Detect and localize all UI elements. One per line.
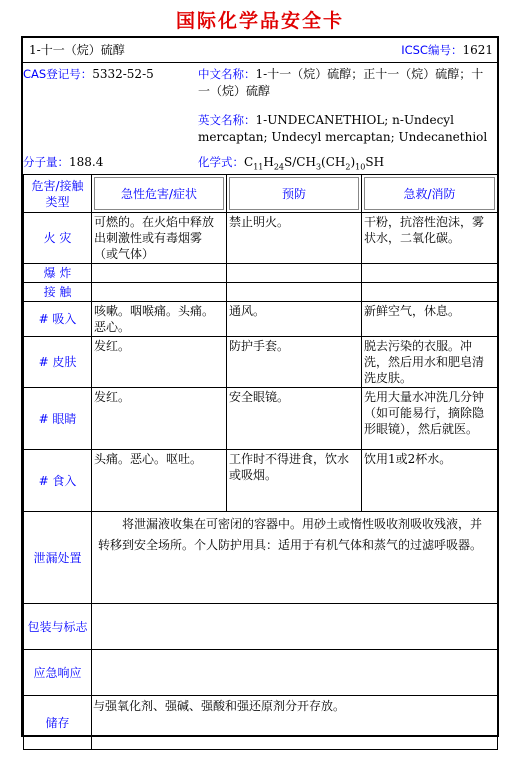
- ingestion-first-aid: 饮用1或2杯水。: [362, 450, 498, 512]
- ingestion-prevention: 工作时不得进食，饮水或吸烟。: [227, 450, 362, 512]
- storage-label: 储存: [24, 696, 92, 750]
- fire-prevention: 禁止明火。: [227, 213, 362, 264]
- card-title: 国际化学品安全卡: [175, 10, 344, 32]
- row-label-fire: 火 灾: [24, 213, 92, 264]
- inhalation-first-aid: 新鲜空气，休息。: [362, 302, 498, 337]
- emergency-row: [24, 650, 498, 696]
- icsc-number: [401, 42, 493, 59]
- storage-row: [24, 696, 498, 750]
- table-row: [24, 337, 498, 388]
- divider: [23, 62, 497, 63]
- formula-value: $C_{11}H_{24}S/CH_3(CH_2)_{10}SH$: [244, 155, 385, 172]
- fire-symptoms: 可燃的。在火焰中释放出刺激性或有毒烟雾（或气体）: [92, 213, 227, 264]
- table-header-row: [24, 175, 498, 213]
- ingestion-symptoms: 头痛。恶心。呕吐。: [92, 450, 227, 512]
- col-header-symptoms: 急性危害/症状: [92, 175, 227, 213]
- cas-value: 5332-52-5: [92, 67, 154, 81]
- eyes-symptoms: 发红。: [92, 388, 227, 450]
- row-label-contact: 接 触: [24, 283, 92, 302]
- table-row: [24, 450, 498, 512]
- contact-prevention: [227, 283, 362, 302]
- identity-block: [23, 64, 497, 174]
- eyes-first-aid: 先用大量水冲洗几分钟（如可能易行，摘除隐形眼镜），然后就医。: [362, 388, 498, 450]
- spill-row: [24, 512, 498, 604]
- packaging-row: [24, 604, 498, 650]
- chemical-name: 1-十一（烷）硫醇: [29, 43, 125, 57]
- hazard-table: [23, 174, 498, 750]
- skin-symptoms: 发红。: [92, 337, 227, 388]
- cas-label: CAS登记号：: [23, 67, 93, 81]
- row-label-explosion: 爆 炸: [24, 264, 92, 283]
- mw-value: 188.4: [69, 155, 104, 169]
- spill-text: 将泄漏液收集在可密闭的容器中。用砂土或惰性吸收剂吸收残液，并转移到安全场所。个人防护用具：适用于有机气体和蒸气的过滤呼吸器。: [92, 512, 498, 604]
- contact-first-aid: [362, 283, 498, 302]
- safety-card: [21, 36, 499, 737]
- skin-first-aid: 脱去污染的衣服。冲洗，然后用水和肥皂清洗皮肤。: [362, 337, 498, 388]
- table-row: [24, 213, 498, 264]
- eyes-prevention: 安全眼镜。: [227, 388, 362, 450]
- col-header-first-aid: 急救/消防: [362, 175, 498, 213]
- fire-first-aid: 干粉，抗溶性泡沫，雾状水，二氧化碳。: [362, 213, 498, 264]
- row-label-inhalation: # 吸入: [24, 302, 92, 337]
- contact-symptoms: [92, 283, 227, 302]
- packaging-text: [92, 604, 498, 650]
- cn-name-value: 1-十一（烷）硫醇；正十一（烷）硫醇；十一（烷）硫醇: [198, 67, 484, 98]
- card-header-row: [23, 38, 497, 62]
- explosion-prevention: [227, 264, 362, 283]
- icsc-label: ICSC编号：: [401, 43, 463, 57]
- en-name-label: 英文名称：: [198, 113, 256, 127]
- mw-label: 分子量：: [23, 155, 69, 169]
- packaging-label: 包装与标志: [24, 604, 92, 650]
- cas-number: [23, 66, 154, 83]
- emergency-text: [92, 650, 498, 696]
- col-header-type: 危害/接触类型: [24, 175, 92, 213]
- table-row: [24, 283, 498, 302]
- chinese-name: [198, 66, 495, 100]
- inhalation-prevention: 通风。: [227, 302, 362, 337]
- explosion-symptoms: [92, 264, 227, 283]
- table-row: [24, 302, 498, 337]
- inhalation-symptoms: 咳嗽。咽喉痛。头痛。恶心。: [92, 302, 227, 337]
- molecular-weight: [23, 154, 103, 171]
- emergency-label: 应急响应: [24, 650, 92, 696]
- icsc-value: 1621: [462, 43, 493, 57]
- formula-label: 化学式：: [198, 155, 244, 169]
- row-label-skin: # 皮肤: [24, 337, 92, 388]
- storage-text: 与强氧化剂、强碱、强酸和强还原剂分开存放。: [92, 696, 498, 750]
- spill-label: 泄漏处置: [24, 512, 92, 604]
- english-name: [198, 112, 495, 146]
- skin-prevention: 防护手套。: [227, 337, 362, 388]
- chemical-formula: [198, 154, 384, 175]
- row-label-eyes: # 眼睛: [24, 388, 92, 450]
- row-label-ingestion: # 食入: [24, 450, 92, 512]
- en-name-value: 1-UNDECANETHIOL; n-Undecyl mercaptan; Undecyl mercaptan; Undecanethiol: [198, 113, 488, 144]
- explosion-first-aid: [362, 264, 498, 283]
- col-header-prevention: 预防: [227, 175, 362, 213]
- cn-name-label: 中文名称：: [198, 67, 256, 81]
- table-row: [24, 264, 498, 283]
- table-row: [24, 388, 498, 450]
